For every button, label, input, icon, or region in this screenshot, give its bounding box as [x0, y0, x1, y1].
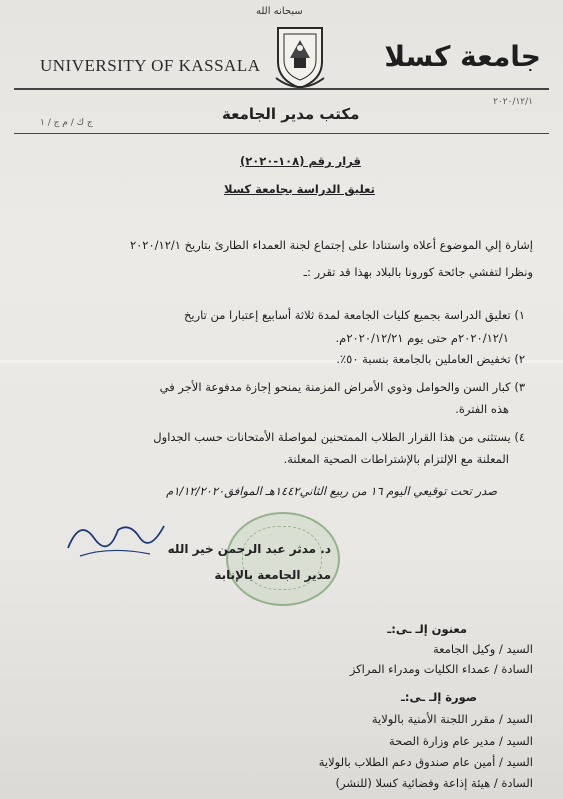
item-1-line-2: ٢٠٢٠/١٢/١م حتى يوم ٢٠٢٠/١٢/٢١م.: [335, 331, 509, 345]
letter-date: ٢٠٢٠/١٢/١: [493, 97, 533, 107]
copy-line-2: السيد / مدير عام وزارة الصحة: [389, 734, 533, 748]
crest-caption: سبحانه الله: [256, 6, 303, 17]
university-name-ar: جامعة كسلا: [384, 40, 541, 73]
university-name-en: UNIVERSITY OF KASSALA: [40, 56, 261, 75]
signatory-name: د. مدثر عبد الرحمن خير الله: [167, 542, 331, 556]
decision-subject: تعليق الدراسة بجامعة كسلا: [224, 182, 375, 196]
addressed-line-2: السادة / عمداء الكليات ومدراء المراكز: [349, 662, 533, 676]
letterhead-rule-top: [14, 88, 549, 90]
item-4-line-2: المعلنة مع الإلتزام بالإشتراطات الصحية المعلنة.: [283, 452, 509, 466]
intro-line-2: ونظرا لتفشي جائحة كورونا بالبلاد بهذا قد تقرر :ـ: [303, 265, 533, 279]
item-3-line-1: ٣) كبار السن والحوامل وذوي الأمراض المزمنة يمنحو إجازة مدفوعة الأجر في: [159, 380, 525, 394]
copy-heading: صورة إلـ ـى:ـ: [400, 690, 477, 704]
letterhead-rule-bottom: [14, 133, 549, 134]
office-title: مكتب مدير الجامعة: [222, 105, 360, 123]
item-2-line-1: ٢) تخفيض العاملين بالجامعة بنسبة ٥٠٪.: [336, 352, 525, 366]
official-stamp: [226, 512, 340, 606]
university-crest-icon: [270, 18, 330, 92]
copy-line-1: السيد / مقرر اللجنة الأمنية بالولاية: [371, 712, 533, 726]
item-1-line-1: ١) تعليق الدراسة بجميع كليات الجامعة لمدة ثلاثة أسابيع إعتبارا من تاريخ: [183, 308, 525, 322]
addressed-line-1: السيد / وكيل الجامعة: [432, 642, 533, 656]
issued-statement: صدر تحت توقيعي اليوم ١٦ من ربيع الثاني١٤٤٢هـ الموافق١/١٢/٢٠٢٠م: [166, 484, 497, 498]
intro-line-1: إشارة إلي الموضوع أعلاه واستنادا على إجتماع لجنة العمداء الطارئ بتاريخ ٢٠٢٠/١٢/١: [129, 238, 533, 252]
item-4-line-1: ٤) يستثنى من هذا القرار الطلاب الممتحنين لمواصلة الأمتحانات حسب الجداول: [153, 430, 525, 444]
handwritten-signature: [60, 508, 170, 568]
addressed-heading: معنون إلـ ـى:ـ: [387, 622, 467, 636]
signatory-role: مدير الجامعة بالإنابة: [214, 568, 331, 582]
item-3-line-2: هذه الفترة.: [455, 402, 509, 416]
letter-reference: ج ك / م ج / ١: [40, 118, 93, 128]
copy-line-4: السادة / هيئة إذاعة وفضائية كسلا (للنشر): [335, 776, 533, 790]
decision-title: قرار رقم (١٠٨-٢٠٢٠): [240, 154, 361, 168]
copy-line-3: السيد / أمين عام صندوق دعم الطلاب بالولاية: [318, 755, 533, 769]
